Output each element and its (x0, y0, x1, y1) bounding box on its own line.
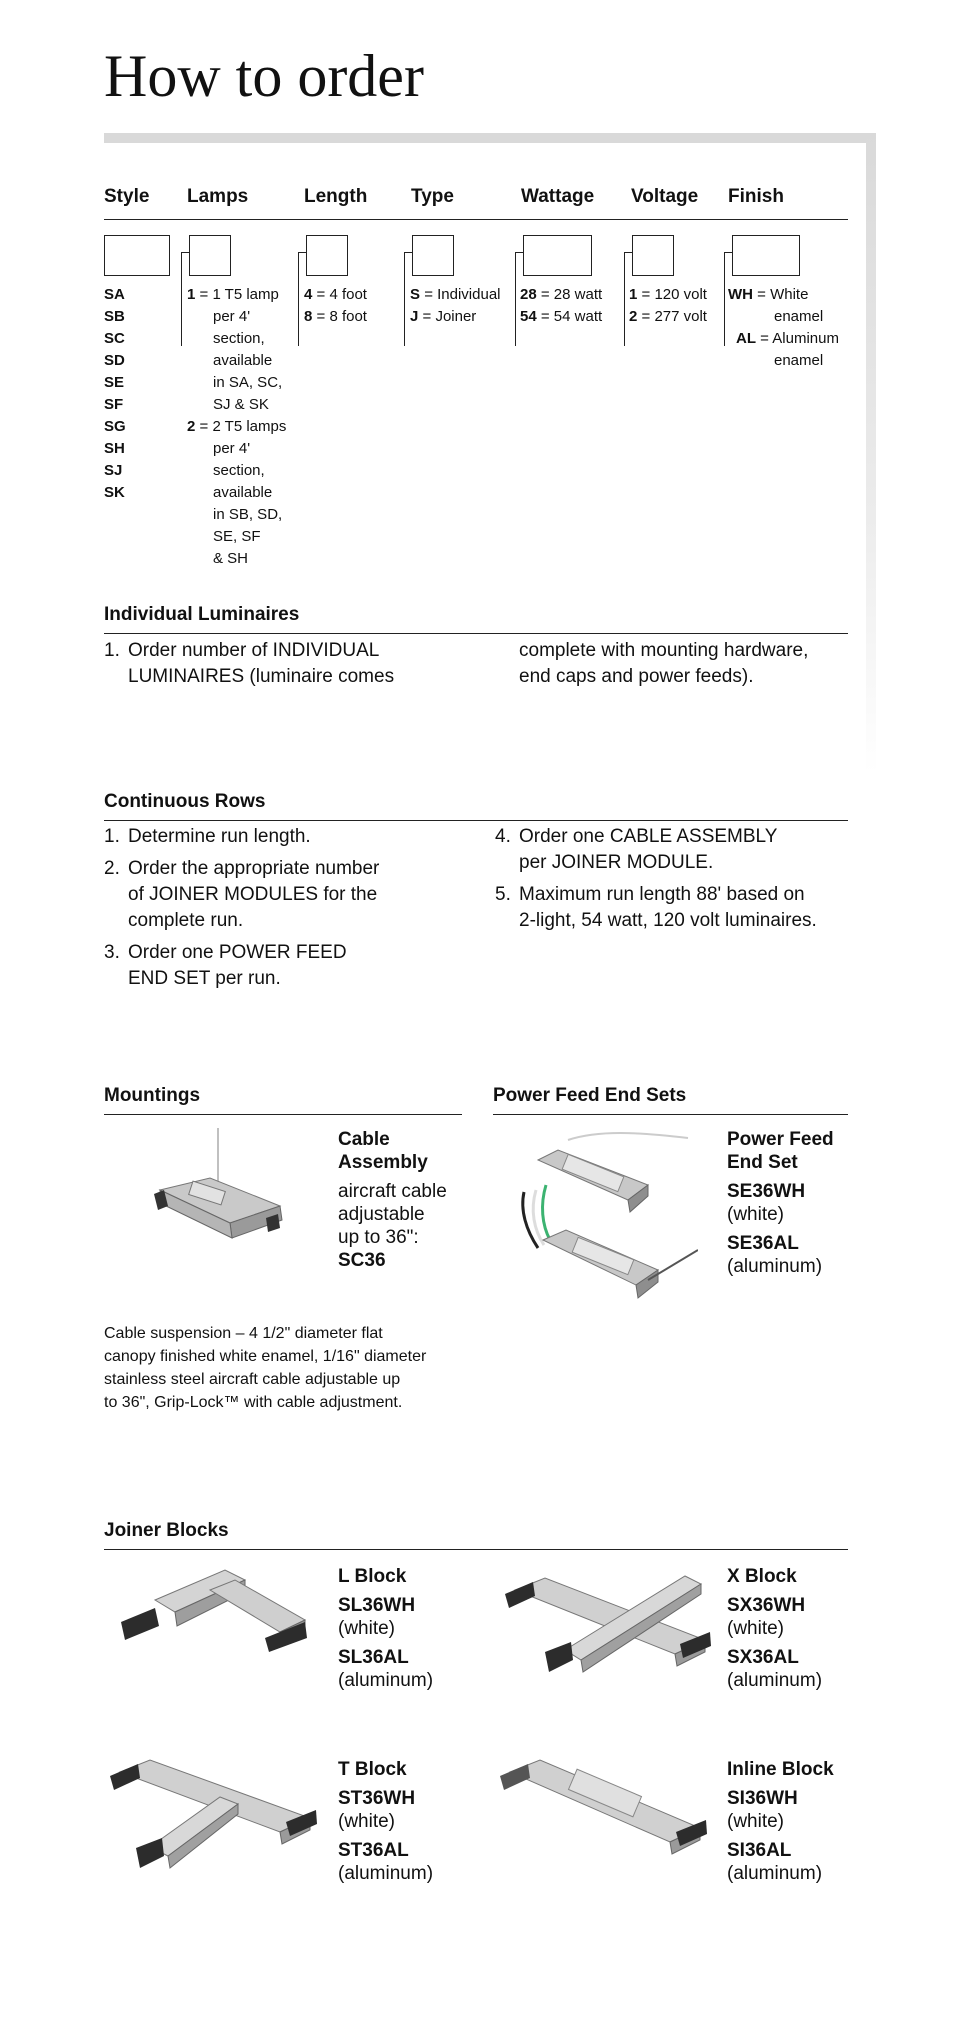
lamp-option-text: in SA, SC, (213, 374, 283, 391)
style-code: SE (104, 374, 125, 391)
lamp-option-text: section, (213, 330, 265, 347)
col-header-style: Style (104, 186, 150, 207)
t-block-info (338, 1758, 433, 1885)
type-code: J (410, 308, 419, 325)
col-header-lamps: Lamps (187, 186, 249, 207)
cable-assembly-info (338, 1128, 447, 1272)
col-header-length: Length (304, 186, 368, 207)
lamp-option-text: available (213, 352, 273, 369)
style-entry-box[interactable] (104, 235, 170, 276)
step-text (519, 882, 817, 934)
lamp-option-text: in SB, SD, (213, 506, 283, 523)
length-code: 4 (304, 286, 313, 303)
product-name: L Block (338, 1566, 407, 1587)
product-code: SI36AL (727, 1840, 792, 1861)
product-desc: (aluminum) (727, 1863, 823, 1884)
joiner-rule (104, 1549, 848, 1550)
inline-block-image (500, 1752, 710, 1862)
style-code: SA (104, 286, 125, 303)
style-code: SC (104, 330, 125, 347)
wattage-code: 54 (520, 308, 537, 325)
step-line: Order one POWER FEED (128, 942, 347, 963)
product-code: SX36WH (727, 1595, 806, 1616)
style-code: SD (104, 352, 125, 369)
step-line: Order one CABLE ASSEMBLY (519, 826, 778, 847)
step-line: Order the appropriate number (128, 858, 380, 879)
finish-code: WH (728, 286, 753, 303)
product-desc: (white) (727, 1811, 785, 1832)
style-code: SK (104, 484, 125, 501)
side-shadow-bar (866, 133, 876, 773)
product-name: X Block (727, 1566, 797, 1587)
step-line: complete run. (128, 910, 244, 931)
product-code: ST36AL (338, 1840, 409, 1861)
individual-rule (104, 633, 848, 634)
step-line: Determine run length. (128, 826, 311, 847)
product-desc: (aluminum) (338, 1863, 434, 1884)
product-code: SL36WH (338, 1595, 416, 1616)
product-name: Assembly (338, 1152, 428, 1173)
wattage-text: = 28 watt (540, 286, 603, 303)
step-text (128, 940, 347, 992)
product-desc: (white) (338, 1811, 396, 1832)
product-code: SE36WH (727, 1181, 806, 1202)
col-header-wattage: Wattage (521, 186, 595, 207)
continuous-step (104, 940, 484, 996)
type-bracket-tick (404, 252, 412, 253)
wattage-bracket-tick (515, 252, 523, 253)
length-code: 8 (304, 308, 313, 325)
lamp-option-text: = 1 T5 lamp (199, 286, 279, 303)
product-code: ST36WH (338, 1788, 416, 1809)
finish-text: enamel (774, 308, 824, 325)
lamp-option-code: 2 (187, 418, 196, 435)
voltage-code: 1 (629, 286, 638, 303)
finish-entry-box[interactable] (732, 235, 800, 276)
product-desc: adjustable (338, 1204, 425, 1225)
lamp-option-text: = 2 T5 lamps (199, 418, 287, 435)
finish-text: enamel (774, 352, 824, 369)
product-name: End Set (727, 1152, 798, 1173)
lamps-entry-box[interactable] (189, 235, 231, 276)
mountings-rule (104, 1114, 462, 1115)
wattage-code: 28 (520, 286, 537, 303)
step-line: LUMINAIRES (luminaire comes (128, 666, 395, 687)
step-number: 5. (495, 884, 511, 905)
continuous-heading: Continuous Rows (104, 791, 266, 812)
cable-suspension-caption (104, 1322, 426, 1414)
caption-line: stainless steel aircraft cable adjustable up (104, 1371, 401, 1388)
col-header-voltage: Voltage (631, 186, 699, 207)
t-block-image (110, 1752, 320, 1872)
product-name: Inline Block (727, 1759, 834, 1780)
step-line: Order number of INDIVIDUAL (128, 640, 380, 661)
product-desc: (white) (727, 1618, 785, 1639)
product-name: T Block (338, 1759, 407, 1780)
voltage-bracket (624, 252, 625, 346)
continuous-step (495, 824, 875, 880)
finish-bracket-tick (724, 252, 732, 253)
voltage-entry-box[interactable] (632, 235, 674, 276)
product-desc: (white) (338, 1618, 396, 1639)
style-code: SG (104, 418, 126, 435)
step-line: per JOINER MODULE. (519, 852, 714, 873)
lamp-option-text: per 4' (213, 440, 251, 457)
product-desc: (aluminum) (727, 1256, 823, 1277)
product-desc: aircraft cable (338, 1181, 447, 1202)
product-name: Cable (338, 1129, 390, 1150)
type-options (410, 284, 501, 328)
l-block-info (338, 1565, 433, 1692)
wattage-entry-box[interactable] (523, 235, 592, 276)
header-rule (104, 219, 848, 220)
step-number: 1. (104, 640, 120, 661)
individual-step (104, 638, 484, 698)
col-header-type: Type (411, 186, 454, 207)
lamp-option-text: & SH (213, 550, 249, 567)
product-desc: (white) (727, 1204, 785, 1225)
lamp-option-text: SE, SF (213, 528, 261, 545)
step-text (128, 856, 379, 934)
lamps-options (187, 284, 297, 570)
power-feed-heading: Power Feed End Sets (493, 1085, 687, 1106)
type-bracket (404, 252, 405, 346)
step-line: end caps and power feeds). (519, 666, 754, 687)
caption-line: Cable suspension – 4 1/2" diameter flat (104, 1325, 383, 1342)
step-text (519, 824, 777, 876)
continuous-step (104, 856, 484, 936)
type-text: = Joiner (422, 308, 477, 325)
cable-assembly-image (150, 1128, 290, 1258)
type-entry-box[interactable] (412, 235, 454, 276)
style-code: SJ (104, 462, 123, 479)
power-feed-end-set-image (498, 1130, 698, 1320)
lamps-bracket (181, 252, 182, 346)
step-number: 2. (104, 858, 120, 879)
wattage-options (520, 284, 602, 328)
lamp-option-text: section, (213, 462, 265, 479)
lamp-option-text: per 4' (213, 308, 251, 325)
x-block-info (727, 1565, 822, 1692)
header-bar (104, 133, 876, 143)
product-desc: (aluminum) (338, 1670, 434, 1691)
voltage-code: 2 (629, 308, 638, 325)
product-code: SI36WH (727, 1788, 798, 1809)
step-line: complete with mounting hardware, (519, 640, 809, 661)
length-text: = 8 foot (316, 308, 367, 325)
finish-bracket (724, 252, 725, 346)
style-code: SH (104, 440, 125, 457)
finish-text: = White (757, 286, 809, 303)
voltage-text: = 277 volt (641, 308, 707, 325)
continuous-step (104, 824, 484, 852)
l-block-image (115, 1560, 315, 1660)
lamp-option-code: 1 (187, 286, 196, 303)
col-header-finish: Finish (728, 186, 784, 207)
style-code: SB (104, 308, 125, 325)
step-text (128, 824, 311, 850)
individual-step-continued (519, 638, 808, 690)
length-text: = 4 foot (316, 286, 367, 303)
finish-text: = Aluminum (760, 330, 839, 347)
length-bracket (298, 252, 299, 346)
mountings-heading: Mountings (104, 1085, 201, 1106)
voltage-text: = 120 volt (641, 286, 707, 303)
step-line: Maximum run length 88' based on (519, 884, 805, 905)
type-code: S (410, 286, 421, 303)
continuous-step (495, 882, 875, 938)
wattage-text: = 54 watt (540, 308, 603, 325)
product-name: Power Feed (727, 1129, 834, 1150)
product-desc: up to 36": (338, 1227, 419, 1248)
voltage-bracket-tick (624, 252, 632, 253)
caption-line: canopy finished white enamel, 1/16" diameter (104, 1348, 427, 1365)
length-entry-box[interactable] (306, 235, 348, 276)
lamps-bracket-tick (181, 252, 189, 253)
product-code: SC36 (338, 1250, 386, 1271)
length-bracket-tick (298, 252, 306, 253)
finish-options (728, 284, 858, 372)
caption-line: to 36", Grip-Lock™ with cable adjustment. (104, 1394, 403, 1411)
product-code: SE36AL (727, 1233, 799, 1254)
step-number: 1. (104, 826, 120, 847)
individual-heading: Individual Luminaires (104, 604, 300, 625)
lamp-option-text: SJ & SK (213, 396, 269, 413)
type-text: = Individual (424, 286, 501, 303)
style-code: SF (104, 396, 124, 413)
product-code: SL36AL (338, 1647, 409, 1668)
power-feed-rule (493, 1114, 848, 1115)
length-options (304, 284, 367, 328)
step-number: 3. (104, 942, 120, 963)
step-line: END SET per run. (128, 968, 281, 989)
finish-code: AL (736, 330, 756, 347)
step-line: of JOINER MODULES for the (128, 884, 378, 905)
x-block-image (505, 1560, 715, 1680)
product-desc: (aluminum) (727, 1670, 823, 1691)
product-code: SX36AL (727, 1647, 799, 1668)
continuous-rule (104, 820, 848, 821)
joiner-heading: Joiner Blocks (104, 1520, 229, 1541)
voltage-options (629, 284, 707, 328)
inline-block-info (727, 1758, 834, 1885)
style-code-list (104, 284, 126, 504)
wattage-bracket (515, 252, 516, 346)
step-number: 4. (495, 826, 511, 847)
page-title: How to order (104, 43, 424, 109)
step-line: 2-light, 54 watt, 120 volt luminaires. (519, 910, 817, 931)
power-feed-info (727, 1128, 834, 1278)
step-text (128, 638, 394, 690)
lamp-option-text: available (213, 484, 273, 501)
